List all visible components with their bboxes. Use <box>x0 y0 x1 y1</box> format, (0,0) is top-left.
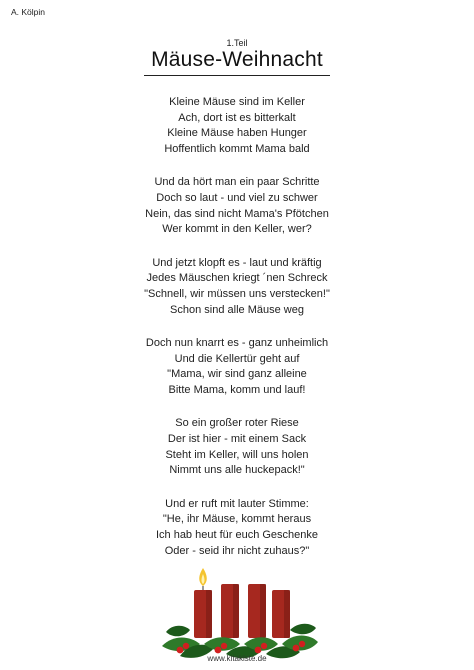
title-underline <box>144 75 330 76</box>
poem-line: Steht im Keller, will uns holen <box>165 448 309 461</box>
poem-line: Nein, das sind nicht Mama's Pfötchen <box>145 207 329 220</box>
poem-line: Bitte Mama, komm und lauf! <box>168 384 306 397</box>
poem-line: Ach, dort ist es bitterkalt <box>178 111 296 124</box>
poem-stanza <box>0 256 474 319</box>
poem-line: Kleine Mäuse sind im Keller <box>169 96 305 108</box>
footer-url[interactable]: www.kitakiste.de <box>207 654 267 663</box>
poem-line: Und er ruft mit lauter Stimme: <box>165 497 309 510</box>
poem-line: So ein großer roter Riese <box>175 417 299 430</box>
poem-line: Schon sind alle Mäuse weg <box>170 303 304 316</box>
poem-title: Mäuse-Weihnacht <box>151 48 323 71</box>
poem-stanza <box>0 175 474 238</box>
poem-line: "Mama, wir sind ganz alleine <box>167 368 307 381</box>
poem-line: "He, ihr Mäuse, kommt heraus <box>162 513 312 526</box>
poem-line: Und die Kellertür geht auf <box>174 352 300 365</box>
poem-body <box>0 95 474 577</box>
advent-wreath-icon <box>160 556 320 662</box>
poem-stanza <box>0 416 474 479</box>
poem-line: Und jetzt klopft es - laut und kräftig <box>152 256 322 269</box>
poem-line: "Schnell, wir müssen uns verstecken!" <box>144 288 330 301</box>
poem-line: Hoffentlich kommt Mama bald <box>164 143 310 156</box>
poem-stanza <box>0 497 474 560</box>
poem-line: Jedes Mäuschen kriegt ´nen Schreck <box>146 272 328 285</box>
author-label: A. Kölpin <box>11 7 46 17</box>
poem-line: Doch so laut - und viel zu schwer <box>156 192 318 205</box>
poem-line: Wer kommt in den Keller, wer? <box>162 223 312 236</box>
poem-line: Und da hört man ein paar Schritte <box>154 176 320 189</box>
part-label: 1.Teil <box>226 38 248 48</box>
poem-stanza <box>0 336 474 399</box>
poem-stanza <box>0 95 474 158</box>
poem-line: Ich hab heut für euch Geschenke <box>155 529 319 542</box>
poem-line: Der ist hier - mit einem Sack <box>167 433 307 446</box>
poem-line: Nimmt uns alle huckepack!" <box>169 464 305 477</box>
poem-line: Kleine Mäuse haben Hunger <box>167 127 307 140</box>
poem-line: Oder - seid ihr nicht zuhaus?" <box>164 544 310 557</box>
poem-line: Doch nun knarrt es - ganz unheimlich <box>145 337 329 350</box>
